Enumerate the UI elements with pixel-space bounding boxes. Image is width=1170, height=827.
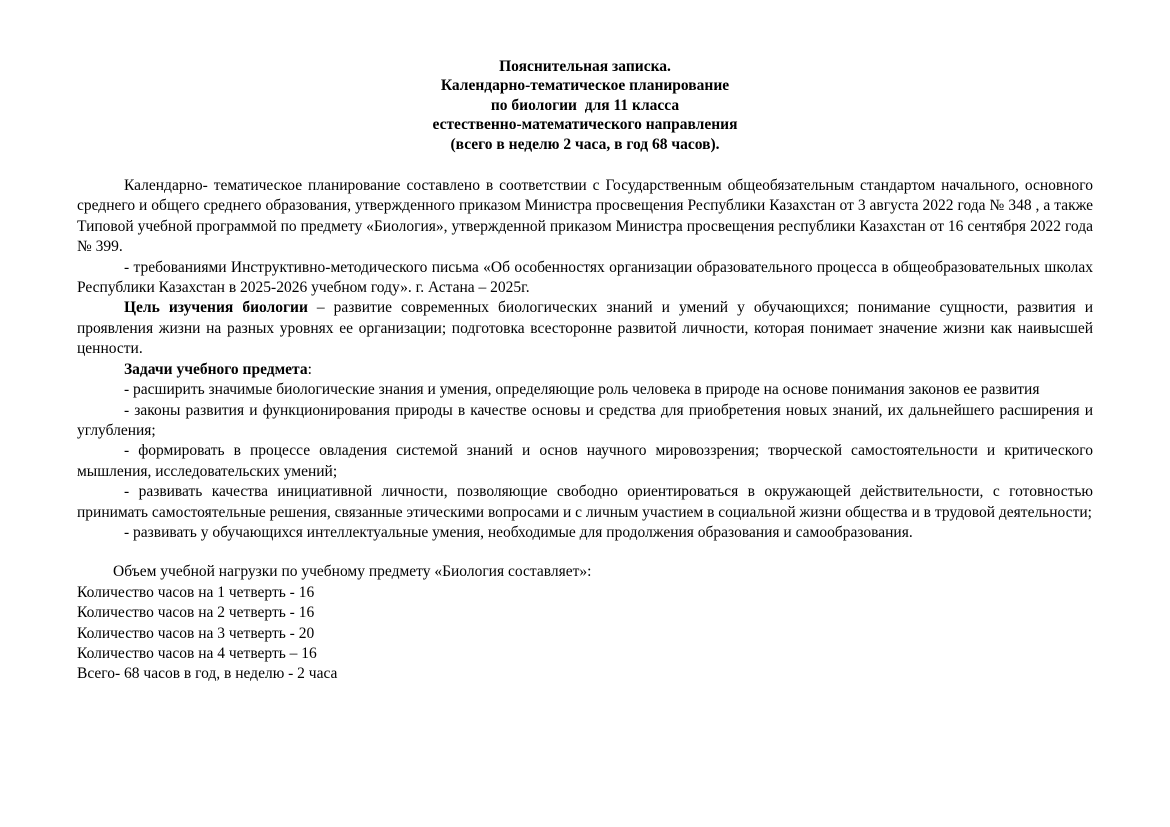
hours-quarter-4: Количество часов на 4 четверть – 16 (77, 644, 317, 662)
title-line-2: Календарно-тематическое планирование (440, 77, 730, 95)
task-item-2: - законы развития и функционирования природы в качестве основы и средства для приобретения новых знаний, их дальнейшего расширения и углубления; (77, 401, 1093, 439)
title-line-1: Пояснительная записка. (499, 58, 671, 75)
tasks-heading: Задачи учебного предмета (124, 360, 308, 378)
goal-heading: Цель изучения биологии (124, 299, 308, 317)
title-line-5: (всего в неделю 2 часа, в год 68 часов). (450, 135, 720, 153)
document-title-block (77, 57, 1093, 154)
goal-text: – развитие современных биологических знаний и умений у обучающихся; понимание сущности, развития и проявления жизни на разных уровнях ее организации; подготовка всесторонне развитой личности, которая понимает значение жизни как наивысшей ценности. (77, 299, 1093, 358)
hours-quarter-1: Количество часов на 1 четверть - 16 (77, 583, 315, 601)
document-content (77, 0, 1093, 685)
title-line-4: естественно-математического направления (432, 116, 738, 134)
task-item-1: - расширить значимые биологические знания и умения, определяющие роль человека в природе на основе понимания законов ее развития (124, 381, 1040, 399)
document-body (77, 176, 1093, 543)
paragraph-goal (77, 298, 1093, 359)
task-item-4: - развивать качества инициативной личности, позволяющие свободно ориентироваться в окружающей действительности, с готовностью принимать самостоятельные решения, связанные этическими вопросами и с личным участием в социальной жизни общества и в трудовой деятельности; (77, 483, 1093, 521)
hours-quarter-3: Количество часов на 3 четверть - 20 (77, 624, 315, 642)
tasks-heading-colon: : (307, 360, 312, 378)
paragraph-tasks-heading (77, 360, 1093, 380)
hours-quarter-2: Количество часов на 2 четверть - 16 (77, 604, 315, 622)
task-item-3: - формировать в процессе овладения системой знаний и основ научного мировоззрения; творческой самостоятельности и критического мышления, исследовательских умений; (77, 442, 1093, 480)
paragraph-instructive-letter: - требованиями Инструктивно-методического письма «Об особенностях организации образовательного процесса в общеобразовательных школах Республики Казахстан в 2025-2026 учебном году». г. Астана – 2025г. (77, 258, 1093, 297)
task-item-5: - развивать у обучающихся интеллектуальные умения, необходимые для продолжения образования и самообразования. (124, 523, 913, 541)
hours-block (77, 562, 1093, 684)
title-line-3: по биологии для 11 класса (490, 96, 680, 114)
paragraph-intro: Календарно- тематическое планирование составлено в соответствии с Государственным общеобязательным стандартом начального, основного среднего и общего среднего образования, утвержденного приказом Министра просвещения Республики Казахстан от 3 августа 2022 года № 348 , а также Типовой учебной программой по предмету «Биология», утвержденной приказом Министра просвещения республики Казахстан от 16 сентября 2022 года № 399. (77, 177, 1093, 256)
hours-total: Всего- 68 часов в год, в неделю - 2 часа (77, 665, 338, 683)
hours-intro: Объем учебной нагрузки по учебному предмету «Биология составляет»: (113, 563, 592, 581)
